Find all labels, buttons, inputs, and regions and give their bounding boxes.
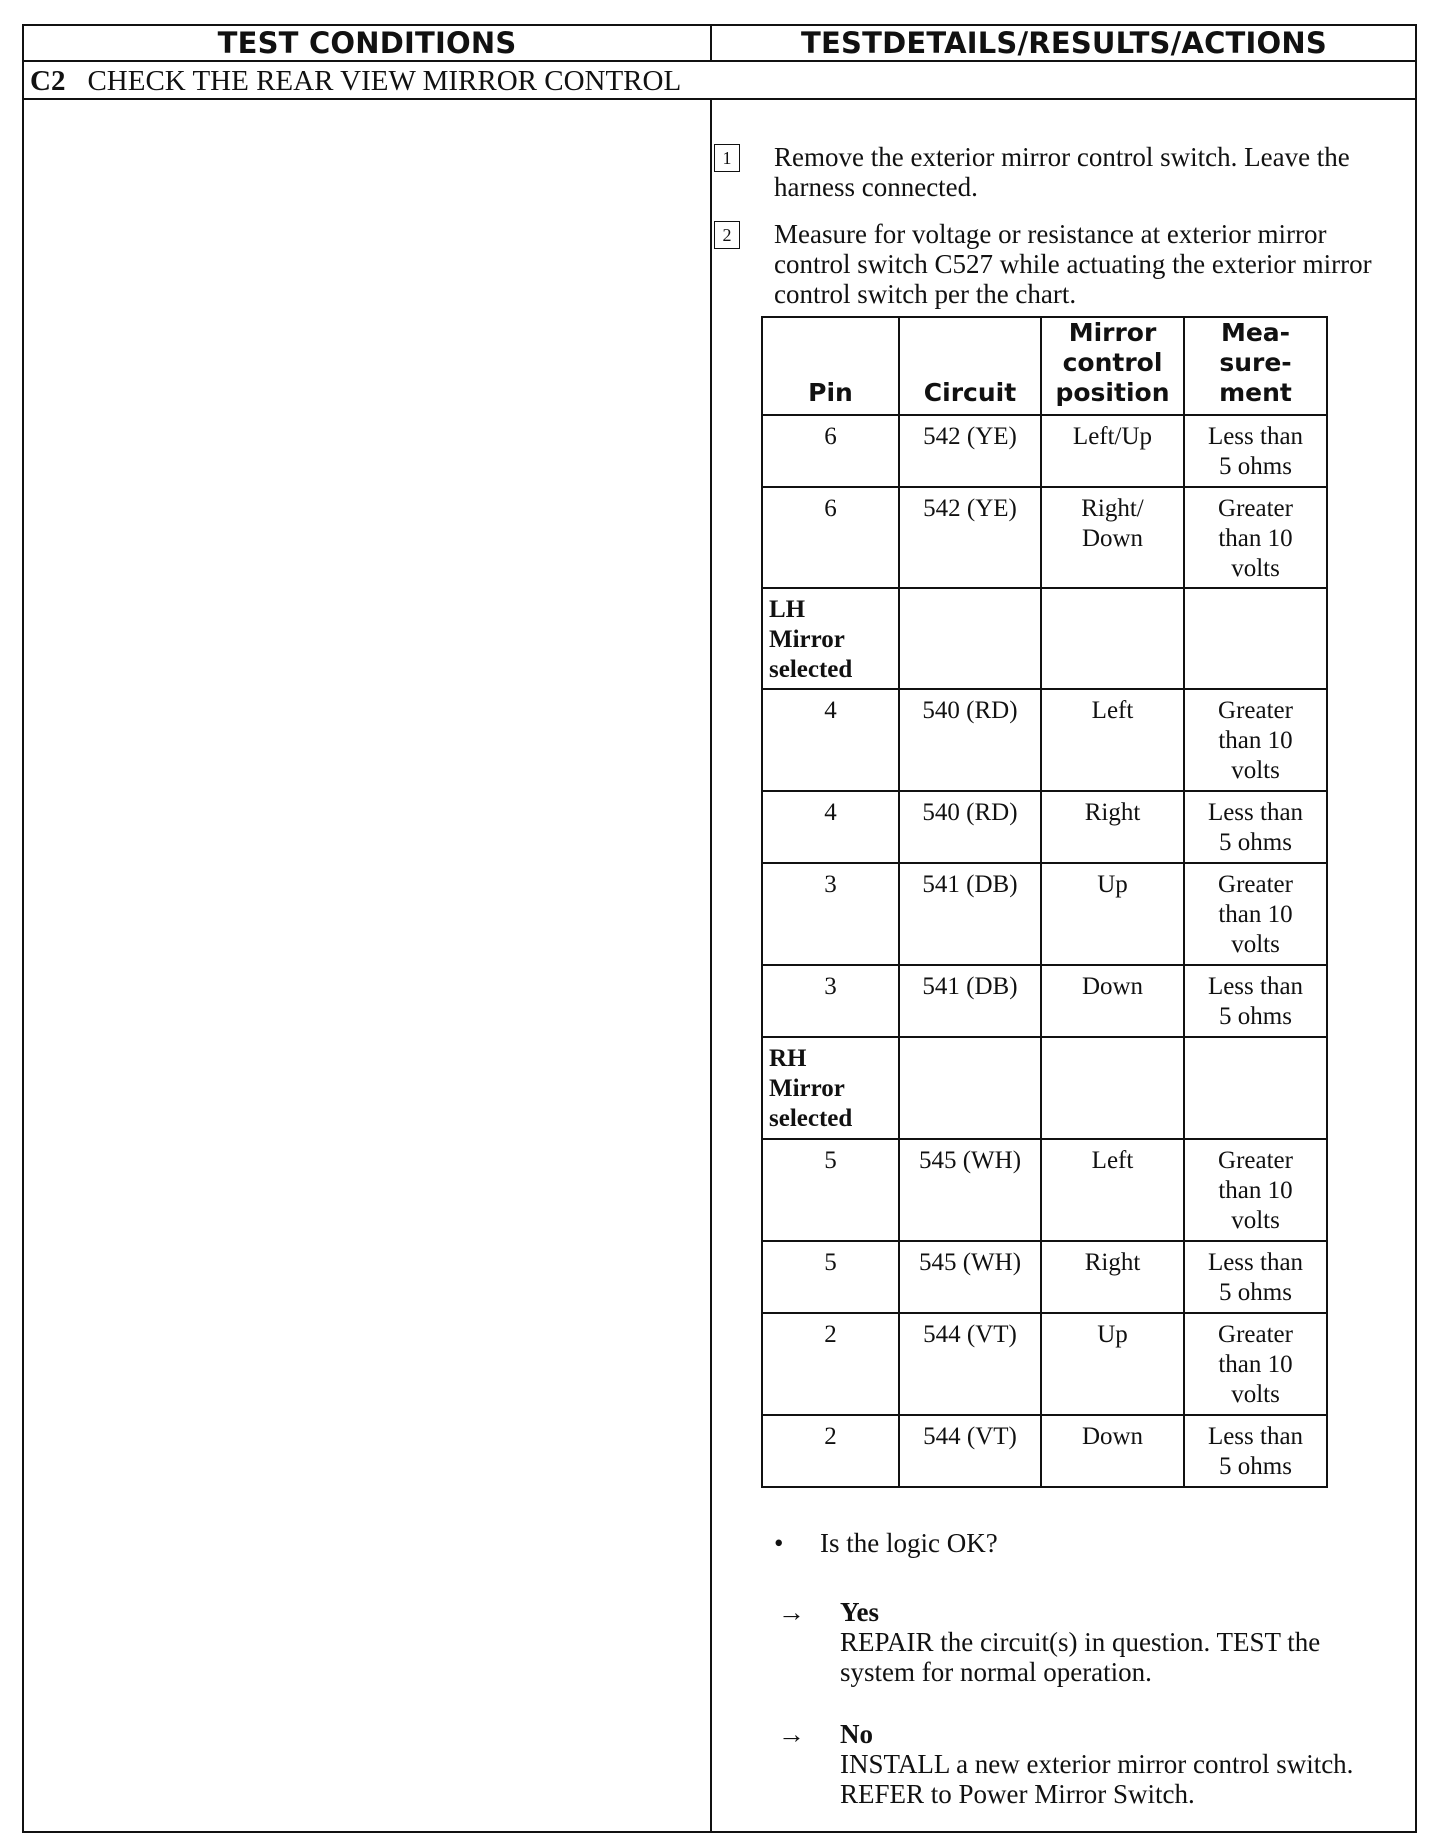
- cell-circuit: 544 (VT): [899, 1313, 1041, 1415]
- arrow-right-icon: →: [778, 1597, 805, 1627]
- cell-measurement: Greater than 10 volts: [1184, 1313, 1327, 1415]
- cell-measurement: Less than 5 ohms: [1184, 1241, 1327, 1313]
- group-label-lh: LH Mirror selected: [762, 588, 899, 689]
- cell-position: Down: [1041, 1415, 1184, 1487]
- cell-pin: 6: [762, 487, 899, 588]
- cell-position: Left/Up: [1041, 415, 1184, 487]
- section-title-text: CHECK THE REAR VIEW MIRROR CONTROL: [87, 65, 682, 97]
- branch-label: No: [840, 1719, 873, 1749]
- cell-measurement: Less than 5 ohms: [1184, 1415, 1327, 1487]
- step-text: Remove the exterior mirror control switch. Leave the harness connected.: [774, 142, 1350, 202]
- cell-pin: 6: [762, 415, 899, 487]
- bullet-icon: •: [774, 1528, 784, 1558]
- group-label-rh: RH Mirror selected: [762, 1037, 899, 1139]
- cell-position: Left: [1041, 689, 1184, 791]
- cell-circuit: 542 (YE): [899, 415, 1041, 487]
- cell-position: Down: [1041, 965, 1184, 1037]
- table-row: [762, 1415, 1327, 1487]
- cell-pin: 3: [762, 863, 899, 965]
- test-conditions-header: TEST CONDITIONS: [24, 26, 712, 60]
- table-row: [762, 1313, 1327, 1415]
- table-row: [762, 1241, 1327, 1313]
- cell-measurement: Less than 5 ohms: [1184, 965, 1327, 1037]
- section-title: [30, 62, 681, 100]
- cell-circuit: 540 (RD): [899, 689, 1041, 791]
- table-row: [762, 487, 1327, 588]
- section-code: C2: [30, 65, 66, 97]
- col-header-circuit: Circuit: [899, 317, 1041, 415]
- cell-measurement: Greater than 10 volts: [1184, 689, 1327, 791]
- cell-circuit: 541 (DB): [899, 965, 1041, 1037]
- branch-text: INSTALL a new exterior mirror control switch. REFER to Power Mirror Switch.: [840, 1749, 1354, 1809]
- cell-position: Right: [1041, 1241, 1184, 1313]
- step-text: Measure for voltage or resistance at exterior mirror control switch C527 while actuating the exterior mirror control switch per the chart.: [774, 219, 1372, 309]
- table-header-row: [762, 317, 1327, 415]
- cell-measurement: Less than 5 ohms: [1184, 791, 1327, 863]
- step-number-box: 1: [714, 144, 740, 172]
- cell-pin: 3: [762, 965, 899, 1037]
- cell-circuit: 540 (RD): [899, 791, 1041, 863]
- table-row: [762, 1139, 1327, 1241]
- table-row: [762, 415, 1327, 487]
- table-row: [762, 965, 1327, 1037]
- table-row: [762, 863, 1327, 965]
- cell-measurement: Greater than 10 volts: [1184, 863, 1327, 965]
- logic-question: [774, 1528, 998, 1558]
- table-group-row: [762, 1037, 1327, 1139]
- cell-circuit: 545 (WH): [899, 1241, 1041, 1313]
- cell-position: Right/ Down: [1041, 487, 1184, 588]
- cell-position: Up: [1041, 1313, 1184, 1415]
- col-header-position: Mirror control position: [1041, 317, 1184, 415]
- cell-position: Up: [1041, 863, 1184, 965]
- cell-position: Left: [1041, 1139, 1184, 1241]
- cell-pin: 5: [762, 1139, 899, 1241]
- cell-circuit: 544 (VT): [899, 1415, 1041, 1487]
- cell-pin: 2: [762, 1313, 899, 1415]
- col-header-pin: Pin: [762, 317, 899, 415]
- step-number-box: 2: [714, 221, 740, 249]
- column-divider: [710, 98, 712, 1831]
- cell-pin: 5: [762, 1241, 899, 1313]
- table-row: [762, 689, 1327, 791]
- branch-label: Yes: [840, 1597, 879, 1627]
- cell-measurement: Greater than 10 volts: [1184, 487, 1327, 588]
- table-row: [762, 791, 1327, 863]
- cell-measurement: Greater than 10 volts: [1184, 1139, 1327, 1241]
- branch-text: REPAIR the circuit(s) in question. TEST the system for normal operation.: [840, 1627, 1321, 1687]
- section-divider: [24, 98, 1415, 100]
- table-group-row: [762, 588, 1327, 689]
- cell-pin: 2: [762, 1415, 899, 1487]
- question-text: Is the logic OK?: [820, 1528, 998, 1558]
- cell-pin: 4: [762, 791, 899, 863]
- cell-circuit: 541 (DB): [899, 863, 1041, 965]
- cell-measurement: Less than 5 ohms: [1184, 415, 1327, 487]
- cell-position: Right: [1041, 791, 1184, 863]
- test-details-header: TESTDETAILS/RESULTS/ACTIONS: [801, 26, 1327, 60]
- cell-circuit: 545 (WH): [899, 1139, 1041, 1241]
- cell-circuit: 542 (YE): [899, 487, 1041, 588]
- cell-pin: 4: [762, 689, 899, 791]
- arrow-right-icon: →: [778, 1719, 805, 1749]
- col-header-measurement: Mea- sure- ment: [1184, 317, 1327, 415]
- measurement-table: [761, 316, 1328, 1488]
